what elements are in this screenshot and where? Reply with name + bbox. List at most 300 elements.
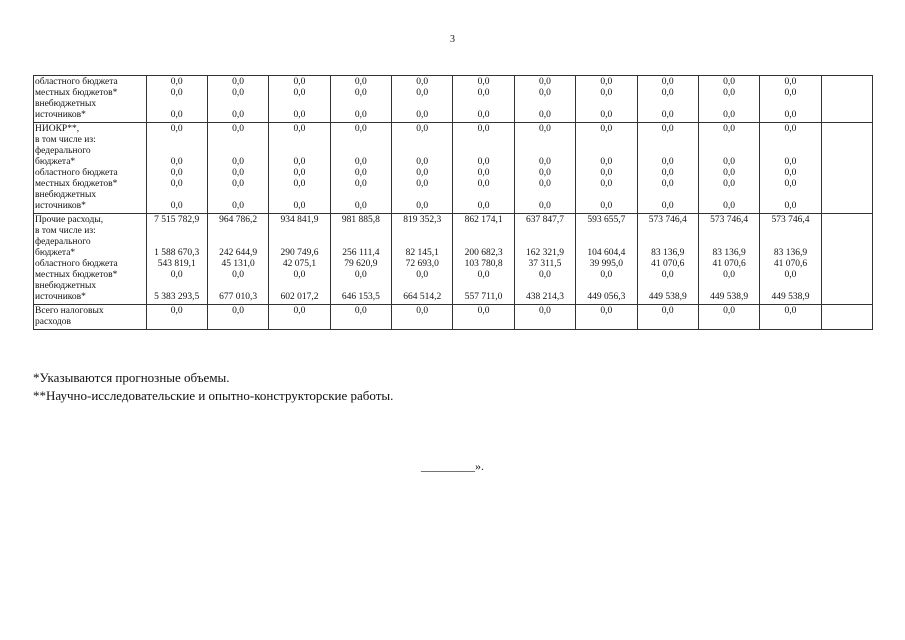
budget-table xyxy=(33,75,873,330)
value-line xyxy=(271,281,327,292)
table-row xyxy=(34,214,873,305)
value-line xyxy=(271,190,327,201)
row-label-line: областного бюджета xyxy=(35,77,118,87)
value-line xyxy=(701,135,757,146)
value-line xyxy=(701,226,757,237)
value-line: 82 145,1 xyxy=(405,248,439,258)
value-line xyxy=(762,226,818,237)
value-line: 0,0 xyxy=(477,88,490,98)
value-line: 449 538,9 xyxy=(710,292,749,302)
value-line xyxy=(333,146,389,157)
empty-cell xyxy=(821,214,872,305)
value-line xyxy=(394,317,450,328)
closing-line: _________». xyxy=(421,459,484,473)
value-line: 593 655,7 xyxy=(587,215,626,225)
value-line: 0,0 xyxy=(539,306,551,316)
value-line: 0,0 xyxy=(170,306,183,316)
value-cell xyxy=(146,76,207,123)
value-line: 0,0 xyxy=(723,168,736,178)
value-cell xyxy=(392,305,453,330)
row-label-line: в том числе из: xyxy=(35,135,96,145)
value-line: 0,0 xyxy=(661,110,674,120)
value-cell xyxy=(146,305,207,330)
value-line: 0,0 xyxy=(784,270,797,280)
value-line xyxy=(455,237,511,248)
value-line: 964 786,2 xyxy=(219,215,258,225)
value-cell xyxy=(330,305,391,330)
value-line xyxy=(149,190,205,201)
value-line: 0,0 xyxy=(293,77,306,87)
value-line: 0,0 xyxy=(477,168,490,178)
row-label-line: местных бюджетов* xyxy=(35,270,118,280)
value-line: 0,0 xyxy=(723,306,736,316)
value-cell xyxy=(392,76,453,123)
value-line: 0,0 xyxy=(784,88,797,98)
value-line xyxy=(701,317,757,328)
value-line: 0,0 xyxy=(661,77,674,87)
value-line: 0,0 xyxy=(661,168,674,178)
value-line xyxy=(394,237,450,248)
value-line xyxy=(640,317,696,328)
value-line xyxy=(578,317,634,328)
value-line: 0,0 xyxy=(477,201,490,211)
value-cell xyxy=(698,305,759,330)
value-line: 0,0 xyxy=(416,179,429,189)
value-line xyxy=(333,281,389,292)
value-line xyxy=(762,135,818,146)
value-line: 0,0 xyxy=(600,77,613,87)
value-line xyxy=(210,190,266,201)
value-line: 0,0 xyxy=(723,179,736,189)
value-line: 83 136,9 xyxy=(773,248,808,258)
value-line: 677 010,3 xyxy=(219,292,258,302)
value-line xyxy=(271,226,327,237)
value-line xyxy=(640,99,696,110)
value-cell xyxy=(637,214,698,305)
value-line: 41 070,6 xyxy=(651,259,685,269)
value-line: 0,0 xyxy=(170,201,183,211)
value-line: 0,0 xyxy=(600,168,613,178)
value-line: 0,0 xyxy=(539,77,551,87)
value-line xyxy=(517,226,573,237)
value-line: 0,0 xyxy=(416,124,429,134)
row-label-line: расходов xyxy=(35,317,71,327)
table-row xyxy=(34,76,873,123)
value-line: 0,0 xyxy=(232,110,245,120)
value-line xyxy=(640,190,696,201)
footnote-forecast: *Указываются прогнозные объемы. xyxy=(33,370,230,385)
value-line: 0,0 xyxy=(170,88,183,98)
value-line: 646 153,5 xyxy=(341,292,380,302)
value-line xyxy=(701,281,757,292)
value-line xyxy=(762,146,818,157)
value-line xyxy=(210,135,266,146)
value-line: 0,0 xyxy=(539,201,551,211)
value-line: 0,0 xyxy=(477,306,490,316)
value-line: 438 214,3 xyxy=(525,292,564,302)
value-cell xyxy=(698,76,759,123)
value-cell xyxy=(330,76,391,123)
value-line: 573 746,4 xyxy=(771,215,810,225)
value-cell xyxy=(146,214,207,305)
value-line: 0,0 xyxy=(170,77,183,87)
value-line: 79 620,9 xyxy=(344,259,378,269)
value-cell xyxy=(637,305,698,330)
value-line: 0,0 xyxy=(354,201,367,211)
value-line: 0,0 xyxy=(232,77,245,87)
value-line: 0,0 xyxy=(293,124,306,134)
value-line xyxy=(701,190,757,201)
value-line: 0,0 xyxy=(784,157,797,167)
value-line xyxy=(455,190,511,201)
row-label-line: областного бюджета xyxy=(35,259,118,269)
value-line: 0,0 xyxy=(232,124,245,134)
value-line xyxy=(517,135,573,146)
value-line xyxy=(578,99,634,110)
value-cell xyxy=(453,305,514,330)
row-label-line: в том числе из: xyxy=(35,226,96,236)
row-label-line: источников* xyxy=(35,292,86,302)
value-line: 41 070,6 xyxy=(712,259,746,269)
row-label-line: бюджета* xyxy=(35,248,76,258)
row-label-cell xyxy=(34,305,147,330)
value-cell xyxy=(330,214,391,305)
row-label-line: федерального xyxy=(35,146,91,156)
value-line xyxy=(578,135,634,146)
value-line: 7 515 782,9 xyxy=(154,215,200,225)
value-cell xyxy=(392,214,453,305)
value-line: 0,0 xyxy=(293,306,306,316)
value-line xyxy=(640,237,696,248)
value-line: 0,0 xyxy=(539,179,551,189)
value-line: 981 885,8 xyxy=(341,215,380,225)
value-cell xyxy=(514,214,575,305)
value-line: 83 136,9 xyxy=(651,248,685,258)
value-line: 0,0 xyxy=(539,168,551,178)
value-line: 0,0 xyxy=(416,157,429,167)
value-line xyxy=(762,317,818,328)
value-line: 0,0 xyxy=(232,168,245,178)
value-line: 104 604,4 xyxy=(587,248,626,258)
value-cell xyxy=(514,305,575,330)
value-cell xyxy=(269,305,330,330)
value-cell xyxy=(207,123,268,214)
value-line xyxy=(578,190,634,201)
value-line: 0,0 xyxy=(416,168,429,178)
value-line: 0,0 xyxy=(354,157,367,167)
value-line: 39 995,0 xyxy=(589,259,623,269)
row-label-line: НИОКР**, xyxy=(35,124,80,134)
value-line: 41 070,6 xyxy=(773,259,808,269)
footnote-niokr: **Научно-исследовательские и опытно-конструкторские работы. xyxy=(33,388,394,403)
value-line xyxy=(455,281,511,292)
value-line: 0,0 xyxy=(416,201,429,211)
value-line: 103 780,8 xyxy=(464,259,503,269)
value-line: 0,0 xyxy=(600,157,613,167)
row-label-line: местных бюджетов* xyxy=(35,179,118,189)
row-label-cell xyxy=(34,214,147,305)
value-line: 543 819,1 xyxy=(157,259,196,269)
table-row xyxy=(34,123,873,214)
value-line: 0,0 xyxy=(293,157,306,167)
value-cell xyxy=(576,123,637,214)
value-line xyxy=(333,226,389,237)
value-line: 5 383 293,5 xyxy=(154,292,200,302)
value-line xyxy=(394,135,450,146)
value-line: 0,0 xyxy=(661,124,674,134)
value-line: 0,0 xyxy=(354,88,367,98)
row-label-line: федерального xyxy=(35,237,91,247)
value-line: 0,0 xyxy=(293,270,306,280)
value-line xyxy=(701,146,757,157)
row-label-line: Всего налоговых xyxy=(35,306,104,316)
value-line xyxy=(333,135,389,146)
value-line: 0,0 xyxy=(661,157,674,167)
value-line: 0,0 xyxy=(784,124,797,134)
value-line: 0,0 xyxy=(170,270,183,280)
value-cell xyxy=(146,123,207,214)
value-line: 0,0 xyxy=(477,270,490,280)
value-line xyxy=(149,99,205,110)
value-line: 0,0 xyxy=(784,110,797,120)
row-label-line: областного бюджета xyxy=(35,168,118,178)
value-line: 0,0 xyxy=(784,179,797,189)
value-line: 862 174,1 xyxy=(464,215,503,225)
row-label-line: внебюджетных xyxy=(35,190,97,200)
value-line xyxy=(640,146,696,157)
value-line: 0,0 xyxy=(600,124,613,134)
value-line xyxy=(517,190,573,201)
value-line: 0,0 xyxy=(354,270,367,280)
value-line: 0,0 xyxy=(416,306,429,316)
value-cell xyxy=(514,76,575,123)
value-line: 449 538,9 xyxy=(648,292,687,302)
row-label-line: местных бюджетов* xyxy=(35,88,118,98)
value-line xyxy=(210,281,266,292)
value-line: 0,0 xyxy=(170,110,183,120)
value-line: 0,0 xyxy=(416,88,429,98)
value-line: 0,0 xyxy=(661,306,674,316)
value-line: 0,0 xyxy=(600,306,613,316)
value-line xyxy=(640,135,696,146)
value-line xyxy=(517,317,573,328)
value-line: 0,0 xyxy=(600,201,613,211)
value-line: 0,0 xyxy=(293,88,306,98)
value-line: 0,0 xyxy=(354,306,367,316)
value-line: 0,0 xyxy=(723,124,736,134)
value-line: 934 841,9 xyxy=(280,215,319,225)
value-cell xyxy=(698,214,759,305)
value-line xyxy=(455,99,511,110)
value-line: 0,0 xyxy=(416,270,429,280)
value-line: 449 056,3 xyxy=(587,292,626,302)
value-line: 1 588 670,3 xyxy=(154,248,200,258)
value-line: 0,0 xyxy=(784,201,797,211)
value-cell xyxy=(637,76,698,123)
value-line: 0,0 xyxy=(539,124,551,134)
value-line: 0,0 xyxy=(232,88,245,98)
value-line: 0,0 xyxy=(539,270,551,280)
value-line: 0,0 xyxy=(354,168,367,178)
row-label-line: внебюджетных xyxy=(35,99,97,109)
value-line: 637 847,7 xyxy=(525,215,564,225)
value-line: 819 352,3 xyxy=(403,215,442,225)
value-line xyxy=(210,317,266,328)
value-line xyxy=(333,317,389,328)
value-line xyxy=(394,99,450,110)
value-line: 0,0 xyxy=(170,179,183,189)
value-line: 449 538,9 xyxy=(771,292,810,302)
value-line xyxy=(762,237,818,248)
value-cell xyxy=(453,76,514,123)
row-label-line: Прочие расходы, xyxy=(35,215,104,225)
value-line: 42 075,1 xyxy=(282,259,317,269)
value-line xyxy=(149,281,205,292)
value-line: 0,0 xyxy=(232,179,245,189)
value-line: 0,0 xyxy=(723,88,736,98)
value-line xyxy=(578,146,634,157)
value-line: 72 693,0 xyxy=(405,259,439,269)
value-line xyxy=(271,135,327,146)
value-line xyxy=(762,281,818,292)
value-line: 0,0 xyxy=(232,201,245,211)
value-line: 0,0 xyxy=(600,88,613,98)
value-line: 573 746,4 xyxy=(710,215,749,225)
value-line: 602 017,2 xyxy=(280,292,319,302)
value-line: 0,0 xyxy=(661,88,674,98)
value-line xyxy=(149,226,205,237)
value-line xyxy=(210,146,266,157)
value-line: 0,0 xyxy=(477,157,490,167)
value-line: 45 131,0 xyxy=(221,259,255,269)
value-cell xyxy=(760,214,821,305)
value-cell xyxy=(760,305,821,330)
value-line: 0,0 xyxy=(477,124,490,134)
value-cell xyxy=(760,76,821,123)
value-line: 0,0 xyxy=(723,270,736,280)
value-cell xyxy=(207,214,268,305)
value-line xyxy=(271,237,327,248)
value-line xyxy=(149,135,205,146)
value-cell xyxy=(453,123,514,214)
value-line: 0,0 xyxy=(354,124,367,134)
value-line xyxy=(455,146,511,157)
value-cell xyxy=(576,76,637,123)
value-line: 0,0 xyxy=(539,157,551,167)
value-cell xyxy=(760,123,821,214)
value-line: 0,0 xyxy=(723,157,736,167)
value-line: 0,0 xyxy=(232,270,245,280)
value-line xyxy=(762,99,818,110)
value-line xyxy=(394,226,450,237)
value-line: 37 311,5 xyxy=(528,259,562,269)
value-line xyxy=(517,99,573,110)
row-label-line: источников* xyxy=(35,201,86,211)
value-line: 162 321,9 xyxy=(525,248,564,258)
value-cell xyxy=(392,123,453,214)
value-line: 664 514,2 xyxy=(403,292,442,302)
value-line: 557 711,0 xyxy=(464,292,503,302)
value-line: 290 749,6 xyxy=(280,248,319,258)
row-label-cell xyxy=(34,76,147,123)
empty-cell xyxy=(821,305,872,330)
value-line xyxy=(455,226,511,237)
value-line: 0,0 xyxy=(477,110,490,120)
value-line: 0,0 xyxy=(232,157,245,167)
value-line xyxy=(149,317,205,328)
value-line xyxy=(394,190,450,201)
row-label-line: внебюджетных xyxy=(35,281,97,291)
value-line xyxy=(210,237,266,248)
value-line: 0,0 xyxy=(293,179,306,189)
value-line: 0,0 xyxy=(661,201,674,211)
value-cell xyxy=(330,123,391,214)
value-line: 0,0 xyxy=(170,168,183,178)
value-line: 0,0 xyxy=(416,110,429,120)
value-cell xyxy=(269,76,330,123)
value-line: 0,0 xyxy=(354,179,367,189)
value-line: 0,0 xyxy=(723,110,736,120)
value-line xyxy=(701,99,757,110)
value-cell xyxy=(514,123,575,214)
value-line: 200 682,3 xyxy=(464,248,503,258)
value-line: 0,0 xyxy=(416,77,429,87)
value-line xyxy=(149,146,205,157)
value-line xyxy=(640,281,696,292)
value-line: 0,0 xyxy=(784,168,797,178)
value-cell xyxy=(269,214,330,305)
empty-cell xyxy=(821,123,872,214)
page-number: 3 xyxy=(450,34,455,45)
value-cell xyxy=(207,76,268,123)
value-line xyxy=(578,237,634,248)
value-line xyxy=(271,317,327,328)
value-cell xyxy=(453,214,514,305)
value-line: 0,0 xyxy=(723,77,736,87)
value-line xyxy=(455,135,511,146)
value-line xyxy=(578,281,634,292)
value-line xyxy=(271,146,327,157)
value-line: 0,0 xyxy=(293,201,306,211)
value-line xyxy=(701,237,757,248)
value-line: 0,0 xyxy=(232,306,245,316)
value-line: 0,0 xyxy=(539,88,551,98)
empty-cell xyxy=(821,76,872,123)
row-label-line: бюджета* xyxy=(35,157,76,167)
value-line xyxy=(210,99,266,110)
value-line: 0,0 xyxy=(784,77,797,87)
row-label-cell xyxy=(34,123,147,214)
value-line xyxy=(394,146,450,157)
value-line xyxy=(333,99,389,110)
value-line xyxy=(394,281,450,292)
value-line: 0,0 xyxy=(600,179,613,189)
value-line xyxy=(333,237,389,248)
value-line: 0,0 xyxy=(784,306,797,316)
value-line xyxy=(517,146,573,157)
value-line: 0,0 xyxy=(354,77,367,87)
value-line: 0,0 xyxy=(661,179,674,189)
value-line: 242 644,9 xyxy=(219,248,258,258)
value-line: 0,0 xyxy=(661,270,674,280)
value-cell xyxy=(207,305,268,330)
value-cell xyxy=(637,123,698,214)
value-line xyxy=(149,237,205,248)
value-line: 0,0 xyxy=(600,270,613,280)
value-line xyxy=(271,99,327,110)
value-line: 0,0 xyxy=(477,179,490,189)
value-cell xyxy=(576,214,637,305)
